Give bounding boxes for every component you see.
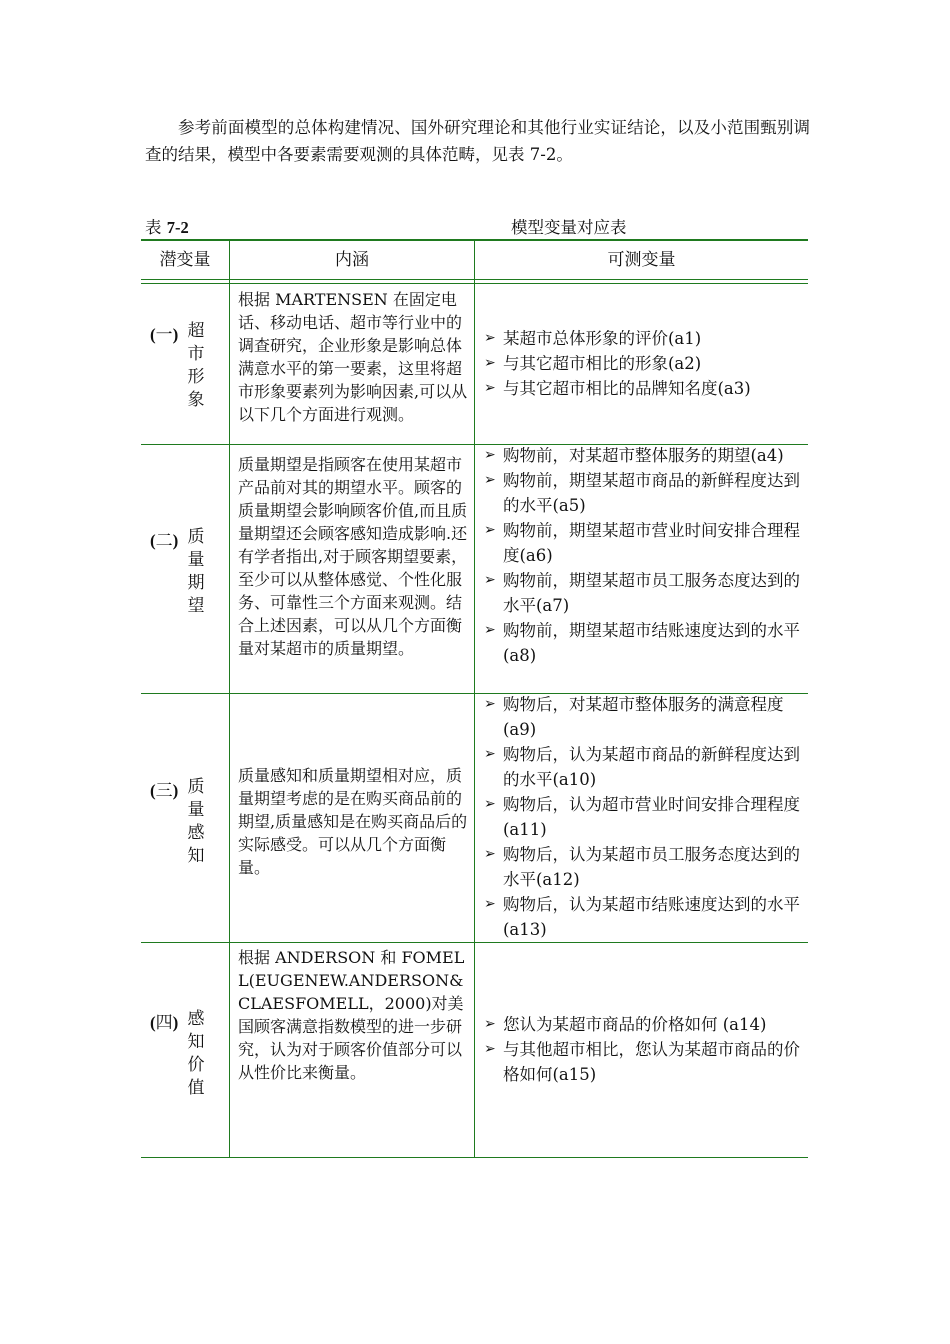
latent-variable-number: (二)	[150, 531, 179, 550]
arrowhead-bullet-icon: ➢	[484, 355, 496, 371]
intro-paragraph: 参考前面模型的总体构建情况、国外研究理论和其他行业实证结论，以及小范围甄别调查的结果，模型中各要素需要观测的具体范畴，见表 7-2。	[145, 118, 810, 164]
header-measured-variable: 可测变量	[607, 250, 676, 270]
column-divider-1	[229, 240, 230, 1157]
arrowhead-bullet-icon: ➢	[484, 472, 496, 488]
list-item: ➢ 购物后，对某超市整体服务的满意程度(a9)	[484, 692, 804, 742]
measured-variable-list	[484, 443, 804, 668]
header-meaning: 内涵	[335, 250, 369, 270]
list-item: ➢ 购物前，期望某超市员工服务态度达到的水平(a7)	[484, 568, 804, 618]
arrowhead-bullet-icon: ➢	[484, 696, 496, 712]
arrowhead-bullet-icon: ➢	[484, 622, 496, 638]
meaning-text: 根据 ANDERSON 和 FOMELL(EUGENEW.ANDERSON&CLAESFOMELL，2000)对美国顾客满意指数模型的进一步研究，认为对于顾客价值部分可以从性价比来衡量。	[238, 948, 465, 1082]
latent-variable-name: 质量感知	[187, 777, 205, 866]
list-item: ➢ 您认为某超市商品的价格如何 (a14)	[484, 1012, 804, 1037]
list-item: ➢ 购物前，对某超市整体服务的期望(a4)	[484, 443, 804, 468]
table-caption-prefix: 表	[145, 218, 167, 237]
list-item: ➢ 与其它超市相比的形象(a2)	[484, 351, 804, 376]
arrowhead-bullet-icon: ➢	[484, 1016, 496, 1032]
list-item: ➢ 与其它超市相比的品牌知名度(a3)	[484, 376, 804, 401]
list-item: ➢ 购物后，认为超市营业时间安排合理程度(a11)	[484, 792, 804, 842]
list-item: ➢ 与其他超市相比，您认为某超市商品的价格如何(a15)	[484, 1037, 804, 1087]
header-latent-variable: 潜变量	[159, 250, 211, 270]
arrowhead-bullet-icon: ➢	[484, 522, 496, 538]
table-caption-number: 7-2	[166, 218, 189, 237]
arrowhead-bullet-icon: ➢	[484, 746, 496, 762]
arrowhead-bullet-icon: ➢	[484, 330, 496, 346]
latent-variable-number: (三)	[150, 781, 179, 800]
list-item: ➢ 某超市总体形象的评价(a1)	[484, 326, 804, 351]
list-item: ➢ 购物后，认为某超市结账速度达到的水平(a13)	[484, 892, 804, 942]
table-caption-label	[145, 214, 189, 238]
column-divider-2	[474, 240, 475, 1157]
latent-variable-number: (一)	[150, 325, 179, 344]
arrowhead-bullet-icon: ➢	[484, 447, 496, 463]
measured-variable-list	[484, 326, 804, 401]
latent-variable-name: 超市形象	[187, 321, 205, 410]
measured-variable-list	[484, 692, 804, 942]
arrowhead-bullet-icon: ➢	[484, 1041, 496, 1057]
list-item: ➢ 购物前，期望某超市营业时间安排合理程度(a6)	[484, 518, 804, 568]
arrowhead-bullet-icon: ➢	[484, 572, 496, 588]
table-bottom-rule	[141, 1157, 808, 1158]
meaning-text: 质量期望是指顾客在使用某超市产品前对其的期望水平。顾客的质量期望会影响顾客价值,而且质量期望还会顾客感知造成影响.还有学者指出,对于顾客期望要素，至少可以从整体感觉、个性化服务、可靠性三个方面来观测。结合上述因素，可以从几个方面衡量对某超市的质量期望。	[238, 455, 468, 658]
arrowhead-bullet-icon: ➢	[484, 846, 496, 862]
list-item: ➢ 购物后，认为某超市商品的新鲜程度达到的水平(a10)	[484, 742, 804, 792]
arrowhead-bullet-icon: ➢	[484, 796, 496, 812]
measured-variable-list	[484, 1012, 804, 1087]
arrowhead-bullet-icon: ➢	[484, 896, 496, 912]
list-item: ➢ 购物后，认为某超市员工服务态度达到的水平(a12)	[484, 842, 804, 892]
list-item: ➢ 购物前，期望某超市商品的新鲜程度达到的水平(a5)	[484, 468, 804, 518]
latent-variable-name: 质量期望	[187, 527, 205, 616]
table-caption-title: 模型变量对应表	[511, 218, 627, 237]
arrowhead-bullet-icon: ➢	[484, 380, 496, 396]
latent-variable-number: (四)	[150, 1013, 179, 1032]
meaning-text: 质量感知和质量期望相对应，质量期望考虑的是在购买商品前的期望,质量感知是在购买商品后的实际感受。可以从几个方面衡量。	[238, 766, 468, 877]
meaning-text: 根据 MARTENSEN 在固定电话、移动电话、超市等行业中的调查研究，企业形象是影响总体满意水平的第一要素，这里将超市形象要素列为影响因素,可以从以下几个方面进行观测。	[238, 290, 468, 424]
list-item: ➢ 购物前，期望某超市结账速度达到的水平(a8)	[484, 618, 804, 668]
latent-variable-name: 感知价值	[187, 1009, 205, 1098]
